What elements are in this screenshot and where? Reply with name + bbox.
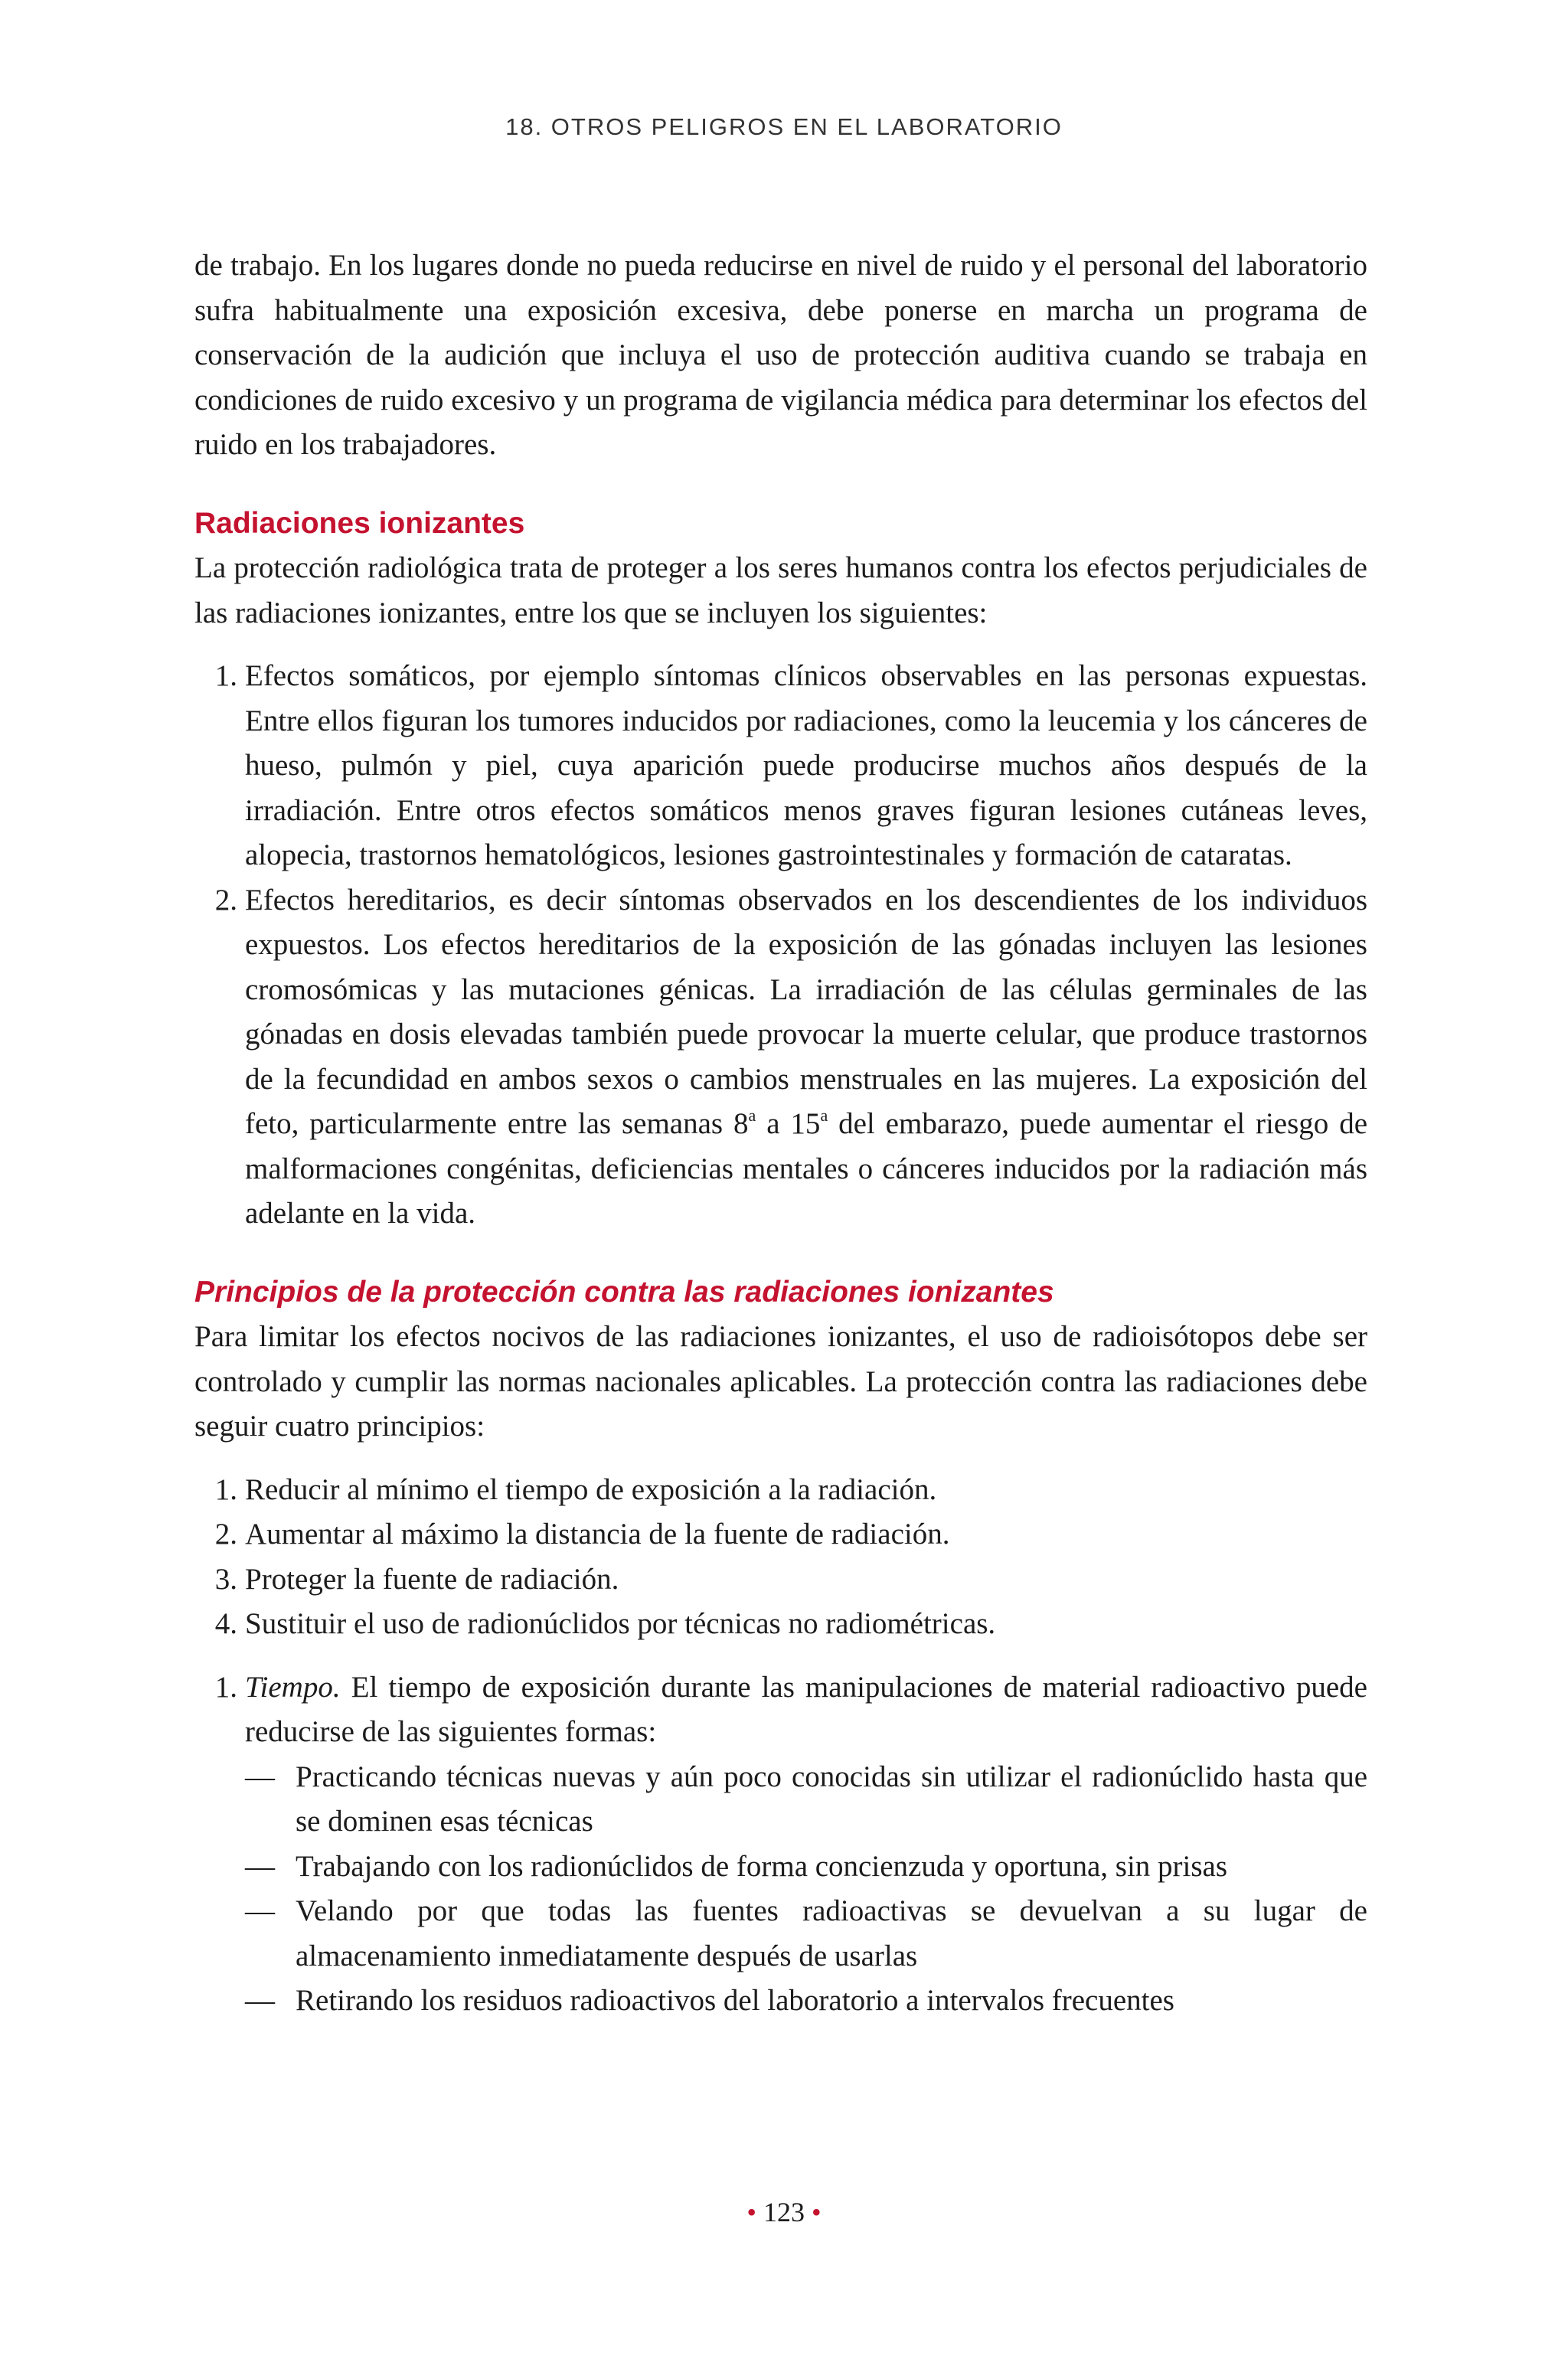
list-item-text: Proteger la fuente de radiación. bbox=[245, 1562, 619, 1596]
time-text: El tiempo de exposición durante las manipulaciones de material radioactivo puede reducirse de las siguientes formas: bbox=[245, 1670, 1367, 1748]
dash-text: Trabajando con los radionúclidos de forma concienzuda y oportuna, sin prisas bbox=[296, 1849, 1228, 1883]
page-content bbox=[194, 243, 1367, 2024]
dash-item bbox=[194, 1845, 1367, 1890]
dash-item bbox=[194, 1755, 1367, 1845]
list-item-text: Efectos somáticos, por ejemplo síntomas clínicos observables en las personas expuestas. Entre ellos figuran los tumores inducidos por radiaciones, como la leucemia y los cánceres de hueso, pulmón y piel, cuya aparición puede producirse muchos años después de la irradiación. Entre otros efectos somáticos menos graves figuran lesiones cutáneas leves, alopecia, trastornos hematológicos, lesiones gastrointestinales y formación de cataratas. bbox=[245, 659, 1367, 871]
list-item-number: 3. bbox=[214, 1562, 237, 1596]
dash-text: Retirando los residuos radioactivos del laboratorio a intervalos frecuentes bbox=[296, 1984, 1174, 2017]
list-item bbox=[194, 1665, 1367, 1755]
list-item-number: 2. bbox=[214, 883, 237, 917]
dash-mark: — bbox=[245, 1984, 275, 2017]
dash-item bbox=[194, 1889, 1367, 1979]
bullet-icon: • bbox=[812, 2197, 822, 2227]
list-item bbox=[194, 878, 1367, 1237]
dash-mark: — bbox=[245, 1849, 275, 1883]
text-part: del embarazo, puede aumentar el riesgo de malformaciones congénitas, deficiencias mentales o cánceres inducidos por la radiación más adelante en la vida. bbox=[245, 1107, 1368, 1230]
section-title-principios: Principios de la protección contra las radiaciones ionizantes bbox=[194, 1275, 1054, 1309]
dash-text: Velando por que todas las fuentes radioactivas se devuelvan a su lugar de almacenamiento inmediatamente después de usarlas bbox=[296, 1894, 1367, 1972]
list-item-text: Sustituir el uso de radionúclidos por técnicas no radiométricas. bbox=[245, 1607, 996, 1640]
page-footer bbox=[0, 2196, 1568, 2228]
superscript: a bbox=[820, 1106, 828, 1125]
time-dash-list bbox=[194, 1755, 1367, 2024]
list-item-text bbox=[245, 878, 1367, 1237]
text-part: Efectos hereditarios, es decir síntomas observados en los descendientes de los individuos expuestos. Los efectos hereditarios de la exposición de las gónadas incluyen las lesiones cromosómicas y las mutaciones génicas. La irradiación de las células germinales de las gónadas en dosis elevadas también puede provocar la muerte celular, que produce trastornos de la fecundidad en ambos sexos o cambios menstruales en las mujeres. La exposición del feto, particularmente entre las semanas 8 bbox=[245, 883, 1367, 1140]
time-section bbox=[194, 1665, 1367, 1755]
running-header: 18. OTROS PELIGROS EN EL LABORATORIO bbox=[505, 113, 1063, 140]
list-item bbox=[194, 1468, 1367, 1513]
dash-mark: — bbox=[245, 1760, 275, 1793]
list-item-number: 1. bbox=[214, 1670, 237, 1704]
list-item bbox=[194, 654, 1367, 878]
dash-text: Practicando técnicas nuevas y aún poco conocidas sin utilizar el radionúclido hasta que se dominen esas técnicas bbox=[296, 1760, 1367, 1838]
principles-list bbox=[194, 1468, 1367, 1647]
section2-intro: Para limitar los efectos nocivos de las radiaciones ionizantes, el uso de radioisótopos debe ser controlado y cumplir las normas nacionales aplicables. La protección contra las radiaciones debe seguir cuatro principios: bbox=[194, 1320, 1367, 1443]
dash-item bbox=[194, 1979, 1367, 2024]
list-item-number: 1. bbox=[214, 1472, 237, 1506]
list-item bbox=[194, 1602, 1367, 1647]
section-title-radiaciones-ionizantes: Radiaciones ionizantes bbox=[194, 506, 525, 540]
section1-intro: La protección radiológica trata de proteger a los seres humanos contra los efectos perjudiciales de las radiaciones ionizantes, entre los que se incluyen los siguientes: bbox=[194, 551, 1367, 629]
text-part: a 15 bbox=[756, 1107, 821, 1140]
dash-mark: — bbox=[245, 1894, 275, 1927]
list-item-text: Aumentar al máximo la distancia de la fuente de radiación. bbox=[245, 1518, 950, 1551]
list-item-number: 2. bbox=[214, 1518, 237, 1551]
list-item-number: 4. bbox=[214, 1607, 237, 1640]
intro-paragraph: de trabajo. En los lugares donde no pueda reducirse en nivel de ruido y el personal del laboratorio sufra habitualmente una exposición excesiva, debe ponerse en marcha un programa de conservación de la audición que incluya el uso de protección auditiva cuando se trabaja en condiciones de ruido excesivo y un programa de vigilancia médica para determinar los efectos del ruido en los trabajadores. bbox=[194, 249, 1367, 461]
list-item-text bbox=[245, 1665, 1367, 1755]
superscript: a bbox=[748, 1106, 756, 1125]
list-item bbox=[194, 1512, 1367, 1557]
list-item-text: Reducir al mínimo el tiempo de exposición a la radiación. bbox=[245, 1472, 937, 1506]
list-item bbox=[194, 1557, 1367, 1603]
bullet-icon: • bbox=[746, 2197, 756, 2227]
page-number: 123 bbox=[763, 2197, 805, 2227]
effects-list bbox=[194, 654, 1367, 1237]
time-label: Tiempo. bbox=[245, 1670, 341, 1704]
list-item-number: 1. bbox=[214, 659, 237, 692]
